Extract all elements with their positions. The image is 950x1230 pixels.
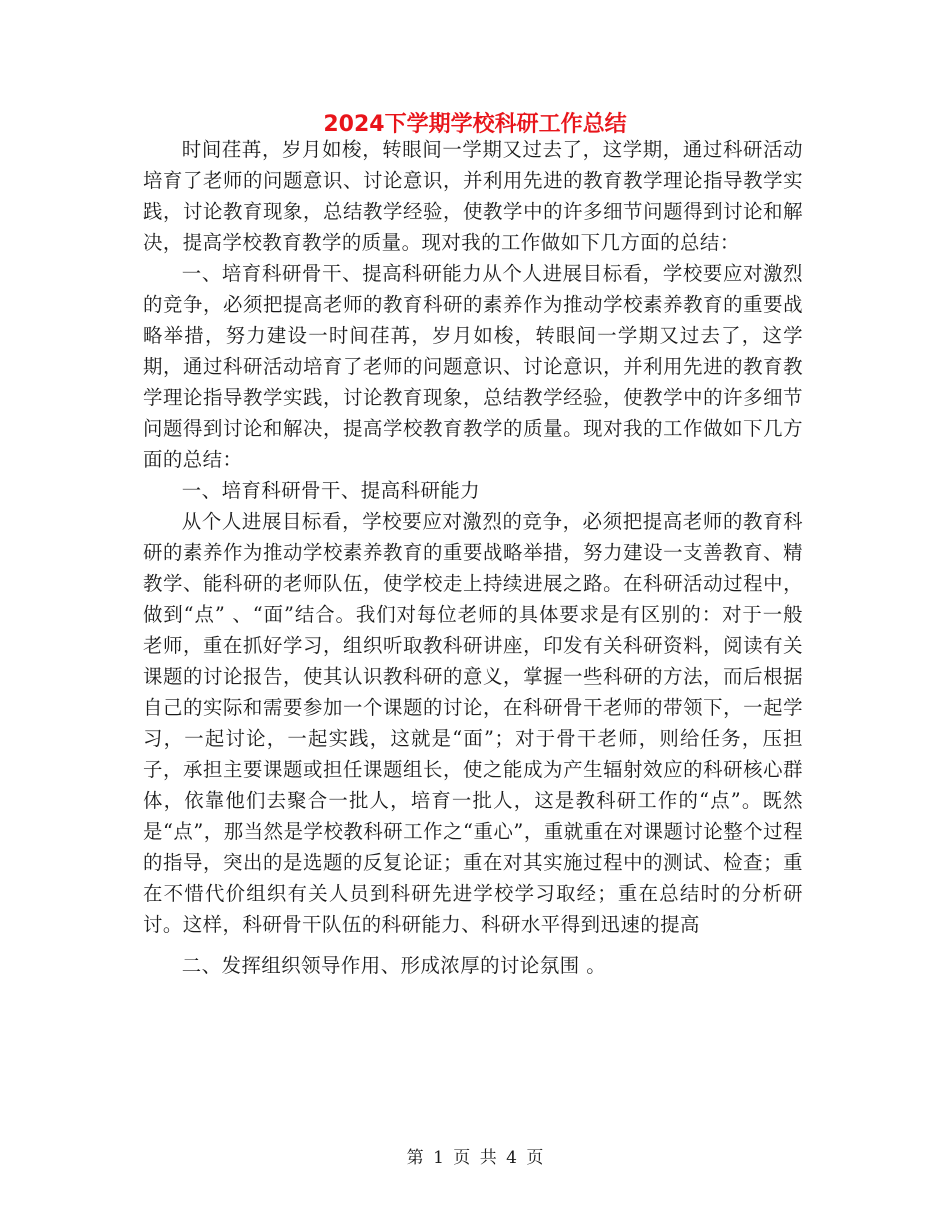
page-number-footer: 第 1 页 共 4 页 (406, 1148, 544, 1168)
section-two-heading: 二、发挥组织领导作用、形成浓厚的讨论氛围 。 (181, 954, 607, 977)
document-title: 2024下学期学校科研工作总结 (323, 112, 627, 137)
section-one-summary-paragraph: 一、培育科研骨干、提高科研能力从个人进展目标看，学校要应对激烈的竞争，必须把提高老师的教育科研的素养作为推动学校素养教育的重要战略举措，努力建设一时间荏苒，岁月如梭，转眼间一学期又过去了，这学期，通过科研活动培育了老师的问题意识、讨论意识，并利用先进的教育教学理论指导教学实践，讨论教育现象，总结教学经验，使教学中的许多细节问题得到讨论和解决，提高学校教育教学的质量。现对我的工作做如下几方面的总结： (143, 262, 803, 471)
section-one-heading: 一、培育科研骨干、提高科研能力 (181, 479, 481, 502)
section-one-body-paragraph: 从个人进展目标看，学校要应对激烈的竞争，必须把提高老师的教育科研的素养作为推动学校素养教育的重要战略举措，努力建设一支善教育、精教学、能科研的老师队伍，使学校走上持续进展之路。在科研活动过程中，做到“点” 、“面”结合。我们对每位老师的具体要求是有区别的：对于一般老师，重在抓好学习，组织听取教科研讲座，印发有关科研资料，阅读有关课题的讨论报告，使其认识教科研的意义，掌握一些科研的方法，而后根据自己的实际和需要参加一个课题的讨论，在科研骨干老师的带领下，一起学习，一起讨论，一起实践，这就是“面”；对于骨干老师，则给任务，压担子，承担主要课题或担任课题组长，使之能成为产生辐射效应的科研核心群体，依靠他们去聚合一批人，培育一批人，这是教科研工作的“点”。既然是“点”，那当然是学校教科研工作之“重心”，重就重在对课题讨论整个过程的指导，突出的是选题的反复论证；重在对其实施过程中的测试、检查；重在不惜代价组织有关人员到科研先进学校学习取经；重在总结时的分析研讨。这样，科研骨干队伍的科研能力、科研水平得到迅速的提高 (143, 510, 803, 936)
document-body (143, 134, 803, 981)
intro-paragraph: 时间荏苒，岁月如梭，转眼间一学期又过去了，这学期，通过科研活动培育了老师的问题意识、讨论意识，并利用先进的教育教学理论指导教学实践，讨论教育现象，总结教学经验，使教学中的许多细节问题得到讨论和解决，提高学校教育教学的质量。现对我的工作做如下几方面的总结： (143, 138, 803, 254)
